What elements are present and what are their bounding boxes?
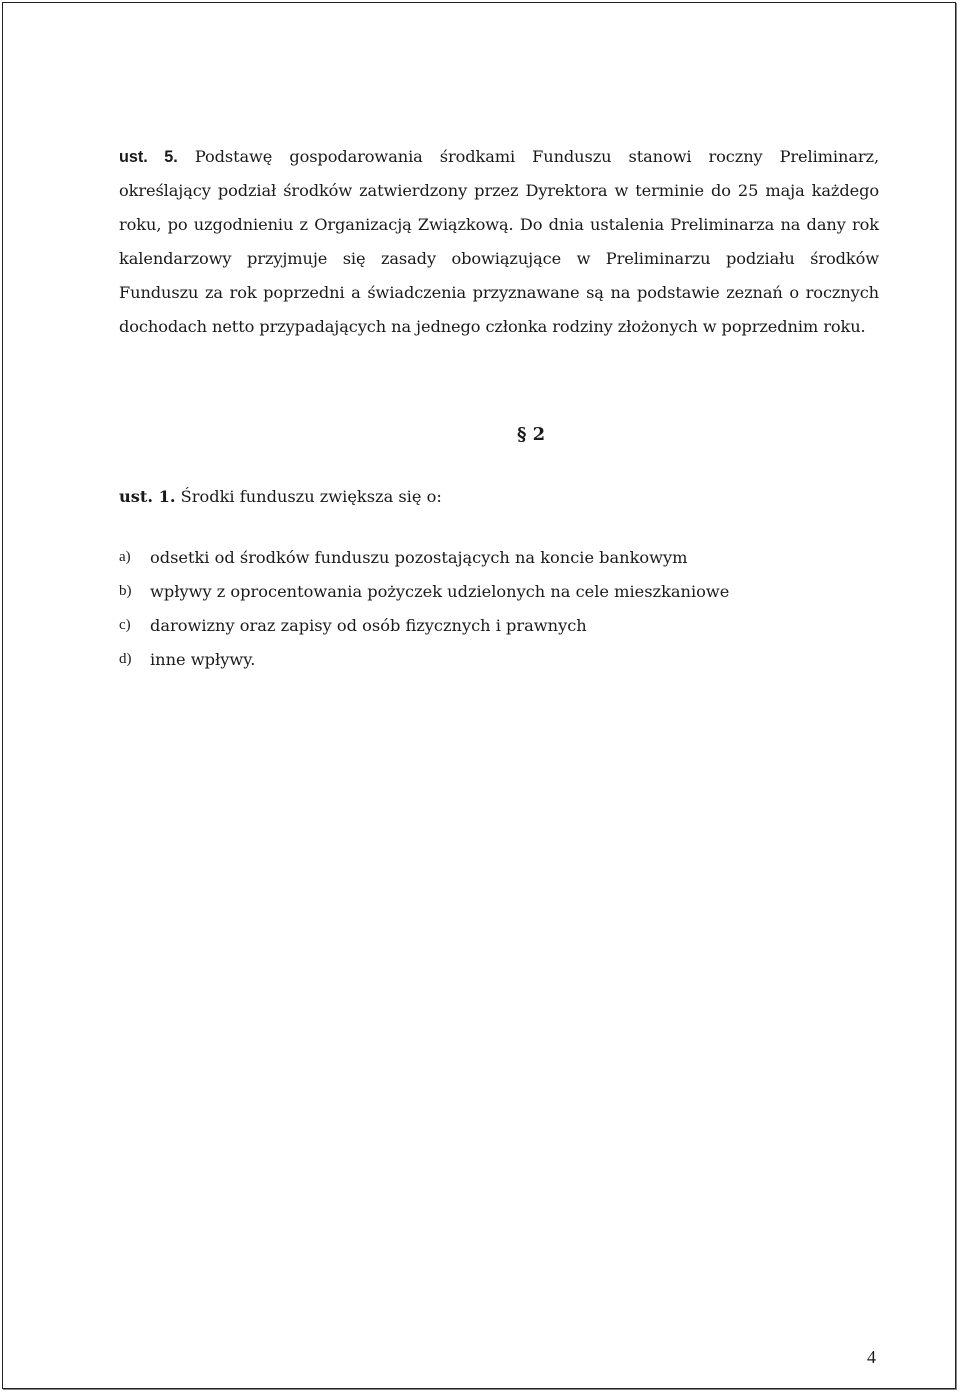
- page: [2, 2, 956, 1389]
- funds-list: [119, 540, 729, 676]
- ust-1-text: Środki funduszu zwiększa się o:: [175, 487, 442, 506]
- list-item: [119, 540, 729, 574]
- list-item-text: odsetki od środków funduszu pozostających na koncie bankowym: [150, 547, 688, 567]
- list-item: [119, 608, 729, 642]
- paragraph-lead: ust. 5.: [119, 148, 178, 166]
- list-marker: a): [119, 548, 131, 565]
- list-item: [119, 642, 729, 676]
- list-item-text: wpływy z oprocentowania pożyczek udzielonych na cele mieszkaniowe: [150, 581, 730, 601]
- list-marker: c): [119, 616, 131, 633]
- list-item-text: inne wpływy.: [150, 649, 256, 669]
- paragraph-text: Podstawę gospodarowania środkami Funduszu stanowi roczny Preliminarz, określający podział środków zatwierdzony przez Dyrektora w terminie do 25 maja każdego roku, po uzgodnieniu z Organizacją Związkową. Do dnia ustalenia Preliminarza na dany rok kalendarzowy przyjmuje się zasady obowiązujące w Preliminarzu podziału środków Funduszu za rok poprzedni a świadczenia przyznawane są na podstawie zeznań o rocznych dochodach netto przypadających na jednego członka rodziny złożonych w poprzednim roku.: [119, 147, 879, 336]
- section-heading: § 2: [517, 424, 546, 445]
- list-marker: d): [119, 650, 132, 667]
- ust-1-line: [119, 481, 442, 513]
- page-number: 4: [867, 1347, 876, 1367]
- list-marker: b): [119, 582, 132, 599]
- list-item-text: darowizny oraz zapisy od osób fizycznych i prawnych: [150, 615, 587, 635]
- ust-1-lead: ust. 1.: [119, 487, 176, 506]
- list-item: [119, 574, 729, 608]
- paragraph-ust-5: [119, 140, 879, 344]
